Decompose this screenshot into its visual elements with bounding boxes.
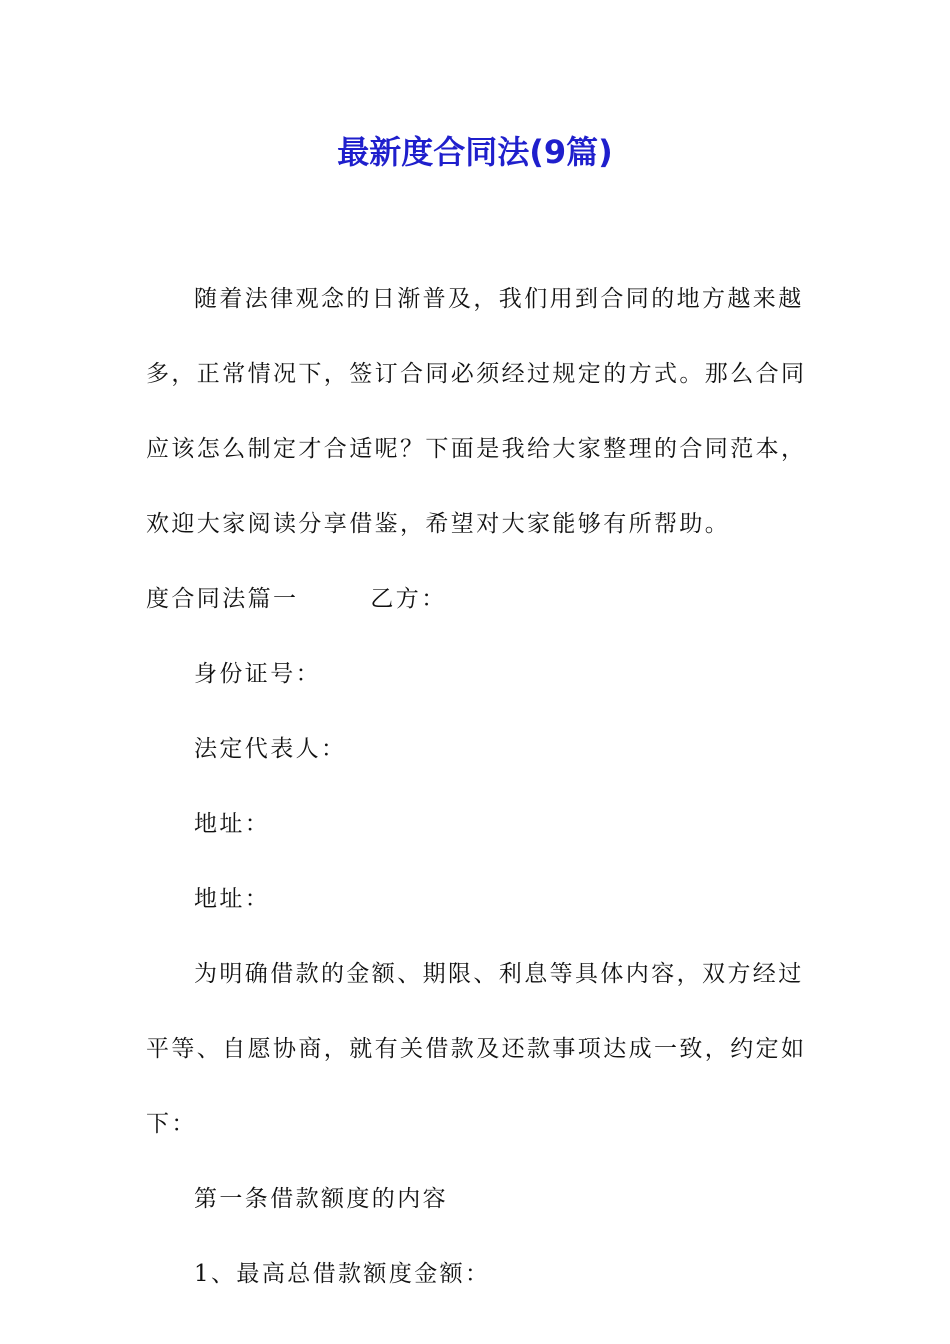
legal-representative-label: 法定代表人： — [194, 736, 347, 762]
address-label-1: 地址： — [194, 811, 271, 837]
document-title: 最新度合同法(9篇) — [337, 133, 613, 171]
purpose-paragraph: 为明确借款的金额、期限、利息等具体内容，双方经过平等、自愿协商，就有关借款及还款事项达成一致，约定如下： — [146, 961, 807, 1137]
address-label-2: 地址： — [194, 886, 271, 912]
item-1-max-loan-amount: 1、最高总借款额度金额： — [194, 1261, 491, 1287]
document-body — [146, 262, 816, 1312]
intro-paragraph: 随着法律观念的日渐普及，我们用到合同的地方越来越多，正常情况下，签订合同必须经过规定的方式。那么合同应该怎么制定才合适呢？下面是我给大家整理的合同范本，欢迎大家阅读分享借鉴，希望对大家能够有所帮助。 — [146, 286, 807, 537]
id-number-label: 身份证号： — [194, 661, 321, 687]
section-heading: 度合同法篇一 — [146, 586, 299, 612]
article-1-title: 第一条借款额度的内容 — [194, 1186, 448, 1212]
party-b-label: 乙方： — [370, 586, 447, 612]
section-heading-line — [146, 562, 816, 637]
